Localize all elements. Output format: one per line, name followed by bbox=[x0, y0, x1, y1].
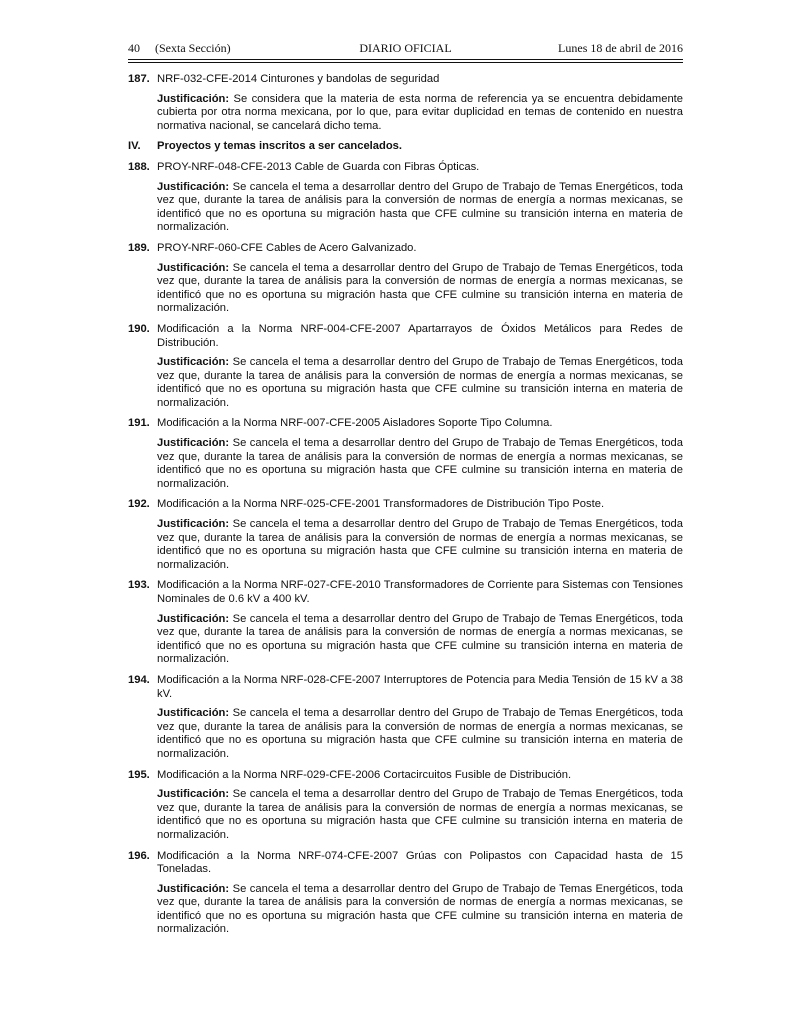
item-title: PROY-NRF-048-CFE-2013 Cable de Guarda con Fibras Ópticas. bbox=[157, 160, 480, 173]
item-title: Modificación a la Norma NRF-025-CFE-2001 Transformadores de Distribución Tipo Poste. bbox=[157, 498, 605, 511]
item-justification bbox=[157, 518, 683, 572]
item-number: 187. bbox=[128, 73, 150, 85]
section-label: (Sexta Sección) bbox=[155, 41, 231, 55]
item-title: NRF-032-CFE-2014 Cinturones y bandolas de seguridad bbox=[157, 73, 440, 85]
page-number: 40 bbox=[128, 41, 140, 55]
list-item bbox=[128, 674, 683, 762]
item-title: PROY-NRF-060-CFE Cables de Acero Galvanizado. bbox=[157, 241, 417, 254]
justification-text: Se cancela el tema a desarrollar dentro del Grupo de Trabajo de Temas Energéticos, toda vez que, durante la tarea de análisis para la conversión de normas de energía a normas mexicanas, se identificó que no es oportuna su migración hasta que CFE culmine su transición interna en materia de normalización. bbox=[157, 882, 684, 936]
item-title: Modificación a la Norma NRF-007-CFE-2005 Aisladores Soporte Tipo Columna. bbox=[157, 417, 553, 430]
justification-text: Se cancela el tema a desarrollar dentro del Grupo de Trabajo de Temas Energéticos, toda vez que, durante la tarea de análisis para la conversión de normas de energía a normas mexicanas, se identificó que no es oportuna su migración hasta que CFE culmine su transición interna en materia de normalización. bbox=[157, 612, 684, 666]
item-justification bbox=[157, 181, 683, 235]
item-number: 192. bbox=[128, 498, 150, 511]
justification-label: Justificación: bbox=[157, 92, 230, 105]
item-number: 189. bbox=[128, 241, 150, 254]
publication-title: DIARIO OFICIAL bbox=[359, 41, 452, 55]
justification-label: Justificación: bbox=[157, 788, 230, 801]
justification-label: Justificación: bbox=[157, 612, 230, 625]
item-justification bbox=[157, 788, 683, 842]
justification-text: Se considera que la materia de esta norma de referencia ya se encuentra debidamente cubierta por otra norma mexicana, por lo que, para evitar duplicidad en temas de contenido en nuestra normativa nacional, se cancelará dicho tema. bbox=[157, 92, 683, 132]
list-item bbox=[128, 417, 683, 491]
item-number: 190. bbox=[128, 322, 150, 335]
item-number: 193. bbox=[128, 579, 150, 592]
item-title: Modificación a la Norma NRF-029-CFE-2006 Cortacircuitos Fusible de Distribución. bbox=[157, 768, 572, 781]
justification-text: Se cancela el tema a desarrollar dentro del Grupo de Trabajo de Temas Energéticos, toda vez que, durante la tarea de análisis para la conversión de normas de energía a normas mexicanas, se identificó que no es oportuna su migración hasta que CFE culmine su transición interna en materia de normalización. bbox=[157, 356, 684, 409]
list-item bbox=[128, 579, 683, 667]
item-title: Modificación a la Norma NRF-004-CFE-2007 Apartarrayos de Óxidos Metálicos para Redes de Distribución. bbox=[157, 322, 683, 349]
item-number: 188. bbox=[128, 160, 150, 173]
cancelled-items-list bbox=[128, 161, 683, 937]
section-number: IV. bbox=[128, 140, 141, 153]
header-rule-bottom bbox=[128, 62, 683, 63]
justification-text: Se cancela el tema a desarrollar dentro del Grupo de Trabajo de Temas Energéticos, toda vez que, durante la tarea de análisis para la conversión de normas de energía a normas mexicanas, se identificó que no es oportuna su migración hasta que CFE culmine su transición interna en materia de normalización. bbox=[157, 788, 684, 841]
item-number: 191. bbox=[128, 417, 150, 430]
item-title: Modificación a la Norma NRF-074-CFE-2007 Grúas con Polipastos con Capacidad hasta de 15 Toneladas. bbox=[157, 849, 683, 876]
item-title: Modificación a la Norma NRF-027-CFE-2010 Transformadores de Corriente para Sistemas con Tensiones Nominales de 0.6 kV a 400 kV. bbox=[157, 579, 683, 605]
item-justification bbox=[157, 356, 683, 410]
item-title: Modificación a la Norma NRF-028-CFE-2007 Interruptores de Potencia para Media Tensión de 15 kV a 38 kV. bbox=[157, 673, 683, 700]
item-justification bbox=[157, 262, 683, 316]
section-iv bbox=[128, 140, 683, 154]
list-item bbox=[128, 498, 683, 572]
justification-text: Se cancela el tema a desarrollar dentro del Grupo de Trabajo de Temas Energéticos, toda vez que, durante la tarea de análisis para la conversión de normas de energía a normas mexicanas, se identificó que no es oportuna su migración hasta que CFE culmine su transición interna en materia de normalización. bbox=[157, 180, 684, 234]
item-number: 194. bbox=[128, 673, 150, 686]
page-header bbox=[128, 38, 683, 58]
item-justification bbox=[157, 883, 683, 937]
item-number: 196. bbox=[128, 849, 150, 862]
section-title: Proyectos y temas inscritos a ser cancelados. bbox=[157, 140, 403, 153]
item-justification bbox=[157, 613, 683, 667]
item-justification bbox=[157, 93, 683, 134]
item-number: 195. bbox=[128, 768, 150, 781]
justification-text: Se cancela el tema a desarrollar dentro del Grupo de Trabajo de Temas Energéticos, toda vez que, durante la tarea de análisis para la conversión de normas de energía a normas mexicanas, se identificó que no es oportuna su migración hasta que CFE culmine su transición interna en materia de normalización. bbox=[157, 437, 684, 490]
justification-label: Justificación: bbox=[157, 180, 230, 193]
justification-label: Justificación: bbox=[157, 707, 230, 720]
justification-label: Justificación: bbox=[157, 437, 230, 450]
list-item bbox=[128, 323, 683, 411]
header-rule-top bbox=[128, 59, 683, 60]
item-justification bbox=[157, 707, 683, 761]
publication-date: Lunes 18 de abril de 2016 bbox=[558, 41, 683, 55]
list-item bbox=[128, 850, 683, 938]
item-justification bbox=[157, 437, 683, 491]
justification-label: Justificación: bbox=[157, 356, 230, 369]
list-item bbox=[128, 161, 683, 235]
list-item-187 bbox=[128, 73, 683, 133]
justification-text: Se cancela el tema a desarrollar dentro del Grupo de Trabajo de Temas Energéticos, toda vez que, durante la tarea de análisis para la conversión de normas de energía a normas mexicanas, se identificó que no es oportuna su migración hasta que CFE culmine su transición interna en materia de normalización. bbox=[157, 518, 684, 571]
list-item bbox=[128, 242, 683, 316]
justification-text: Se cancela el tema a desarrollar dentro del Grupo de Trabajo de Temas Energéticos, toda vez que, durante la tarea de análisis para la conversión de normas de energía a normas mexicanas, se identificó que no es oportuna su migración hasta que CFE culmine su transición interna en materia de normalización. bbox=[157, 707, 684, 760]
justification-text: Se cancela el tema a desarrollar dentro del Grupo de Trabajo de Temas Energéticos, toda vez que, durante la tarea de análisis para la conversión de normas de energía a normas mexicanas, se identificó que no es oportuna su migración hasta que CFE culmine su transición interna en materia de normalización. bbox=[157, 261, 684, 315]
justification-label: Justificación: bbox=[157, 261, 230, 274]
justification-label: Justificación: bbox=[157, 518, 230, 531]
document-page bbox=[128, 38, 683, 944]
list-item bbox=[128, 769, 683, 843]
justification-label: Justificación: bbox=[157, 882, 230, 895]
